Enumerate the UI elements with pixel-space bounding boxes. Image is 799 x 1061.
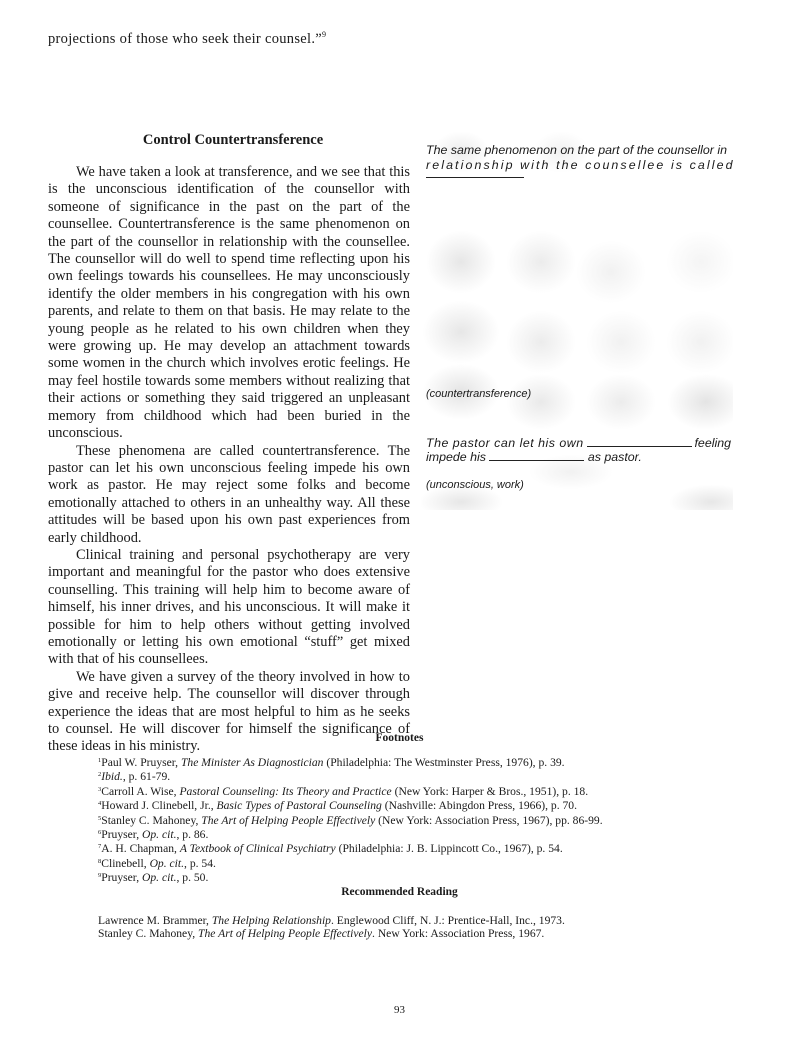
reading-details: . Englewood Cliff, N. J.: Prentice-Hall, Inc., 1973. xyxy=(330,914,565,927)
footnote-author: A. H. Chapman, xyxy=(101,842,180,856)
reading-item xyxy=(98,914,565,927)
footnote-details: , p. 86. xyxy=(176,828,209,842)
frame2-blank-2 xyxy=(489,450,584,461)
footnote-title: The Minister As Diagnostician xyxy=(180,756,324,769)
paragraph: We have given a survey of the theory involved in how to give and receive help. The counsellor will discover through experience the ideas that are most helpful to him as he seeks to counsel. He will discover for himself the significance of these ideas in his ministry. xyxy=(48,668,410,755)
footnote-title: Pastoral Counseling: Its Theory and Practice xyxy=(179,784,392,798)
footnote-item xyxy=(98,769,603,783)
footnote-number: 7 xyxy=(98,843,102,851)
footnote-item xyxy=(98,798,603,812)
programmed-instruction-panel xyxy=(421,132,733,510)
frame2-question-line2 xyxy=(426,450,642,464)
footnote-item xyxy=(98,870,603,884)
footnote-details: , p. 50. xyxy=(176,871,209,885)
footnote-details: (New York: Association Press, 1967), pp. 86-99. xyxy=(375,813,603,827)
frame2-answer: (unconscious, work) xyxy=(426,479,524,491)
footnote-author: Pruyser, xyxy=(101,828,143,842)
footnote-author: Clinebell, xyxy=(101,856,150,870)
reading-details: . New York: Association Press, 1967. xyxy=(372,927,545,940)
footnote-item xyxy=(98,813,603,827)
reading-author: Lawrence M. Brammer, xyxy=(98,914,212,927)
footnote-item xyxy=(98,827,603,841)
footnote-number: 1 xyxy=(98,757,102,764)
footnote-item xyxy=(98,856,603,870)
frame2-question-line1 xyxy=(426,436,731,450)
reading-author: Stanley C. Mahoney, xyxy=(98,927,199,940)
footnote-title: The Art of Helping People Effectively xyxy=(201,813,376,827)
paragraph: These phenomena are called countertransference. The pastor can let his own unconscious feeling impede his own work as pastor. He may reject some folks and become emotionally attached to others in an unhealthy way. All these attitudes will be based upon his own past experiences from early childhood. xyxy=(48,442,410,546)
reading-title: The Helping Relationship xyxy=(211,914,331,927)
footnote-details: (New York: Harper & Bros., 1951), p. 18. xyxy=(391,784,589,798)
footnote-details: , p. 61-79. xyxy=(122,770,171,784)
footnote-author: Carroll A. Wise, xyxy=(101,784,180,798)
footnote-number: 9 xyxy=(98,872,102,880)
footnote-item xyxy=(98,755,603,769)
footnote-author: Howard J. Clinebell, Jr., xyxy=(101,799,217,813)
frame2-text-d: as pastor. xyxy=(587,450,642,464)
footnote-author: Paul W. Pruyser, xyxy=(101,756,181,769)
frame1-blank xyxy=(426,177,524,178)
reading-title: The Art of Helping People Effectively xyxy=(198,927,373,940)
footnote-title: Op. cit. xyxy=(149,856,185,870)
footnote-number: 6 xyxy=(98,829,102,837)
frame2-text-b: feeling xyxy=(694,436,731,450)
footnote-title: Op. cit. xyxy=(142,871,177,885)
frame2-blank-1 xyxy=(587,436,692,447)
footnote-details: (Philadelphia: The Westminster Press, 1976), p. 39. xyxy=(323,756,565,769)
footnote-title: Ibid. xyxy=(101,770,123,784)
footnote-title: Basic Types of Pastoral Counseling xyxy=(216,799,382,813)
carryover-text xyxy=(48,30,326,48)
body-column xyxy=(48,164,410,756)
footnote-author: Stanley C. Mahoney, xyxy=(101,813,202,827)
footnote-title: Op. cit. xyxy=(142,828,177,842)
frame1-question-line2: relationship with the counsellee is called xyxy=(426,158,735,172)
footnote-details: , p. 54. xyxy=(184,856,216,870)
footnote-item xyxy=(98,784,603,798)
recommended-reading-list xyxy=(98,914,565,940)
footnote-item xyxy=(98,841,603,855)
reading-item xyxy=(98,927,565,940)
footnote-title: A Textbook of Clinical Psychiatry xyxy=(179,842,336,856)
footnote-details: (Philadelphia: J. B. Lippincott Co., 1967), p. 54. xyxy=(335,842,563,856)
section-heading: Control Countertransference xyxy=(142,132,324,148)
footnotes-heading: Footnotes xyxy=(375,732,424,744)
frame1-question-line1: The same phenomenon on the part of the counsellor in xyxy=(426,143,728,157)
carryover-sentence: projections of those who seek their counsel.” xyxy=(48,30,323,47)
paragraph: Clinical training and personal psychotherapy are very important and meaningful for the pastor who does extensive counselling. This training will help him to become aware of himself, his inner drives, and his unconscious. It will make it possible for him to help others without getting involved emotionally or letting his own emotional “stuff” get mixed with that of his counsellees. xyxy=(48,546,410,668)
footnote-details: (Nashville: Abingdon Press, 1966), p. 70. xyxy=(381,799,577,813)
recommended-reading-heading: Recommended Reading xyxy=(341,886,458,898)
paragraph: We have taken a look at transference, and we see that this is the unconscious identification of the counsellor with someone of significance in the past on the part of the counsellee. Countertransference is the same phenomenon on the part of the counsellor in relationship with the counsellee. The counsellor will do well to spend time reflecting upon his own feelings towards his counsellees. He may unconsciously identify the older members in his congregation with his own parents, and relate to them on that basis. He may relate to the young people as he related to his own children when they were growing up. He may develop an attachment towards some women in the church which involves erotic feelings. He may feel hostile towards some members without realizing that their actions or something they said triggered an unpleasant memory from childhood which had been buried in the unconscious. xyxy=(48,164,410,442)
frame2-text-c: impede his xyxy=(426,450,486,464)
footnotes-list xyxy=(98,755,603,885)
footnote-author: Pruyser, xyxy=(101,871,143,885)
footnote-number: 8 xyxy=(98,857,102,865)
page-number: 93 xyxy=(394,1004,405,1016)
frame2-text-a: The pastor can let his own xyxy=(426,436,584,450)
footnote-number: 2 xyxy=(98,771,102,779)
footnote-number: 4 xyxy=(98,800,102,808)
footnote-ref: 9 xyxy=(322,30,327,39)
frame1-answer: (countertransference) xyxy=(426,388,532,400)
footnote-number: 5 xyxy=(98,814,102,822)
footnote-number: 3 xyxy=(98,785,102,793)
